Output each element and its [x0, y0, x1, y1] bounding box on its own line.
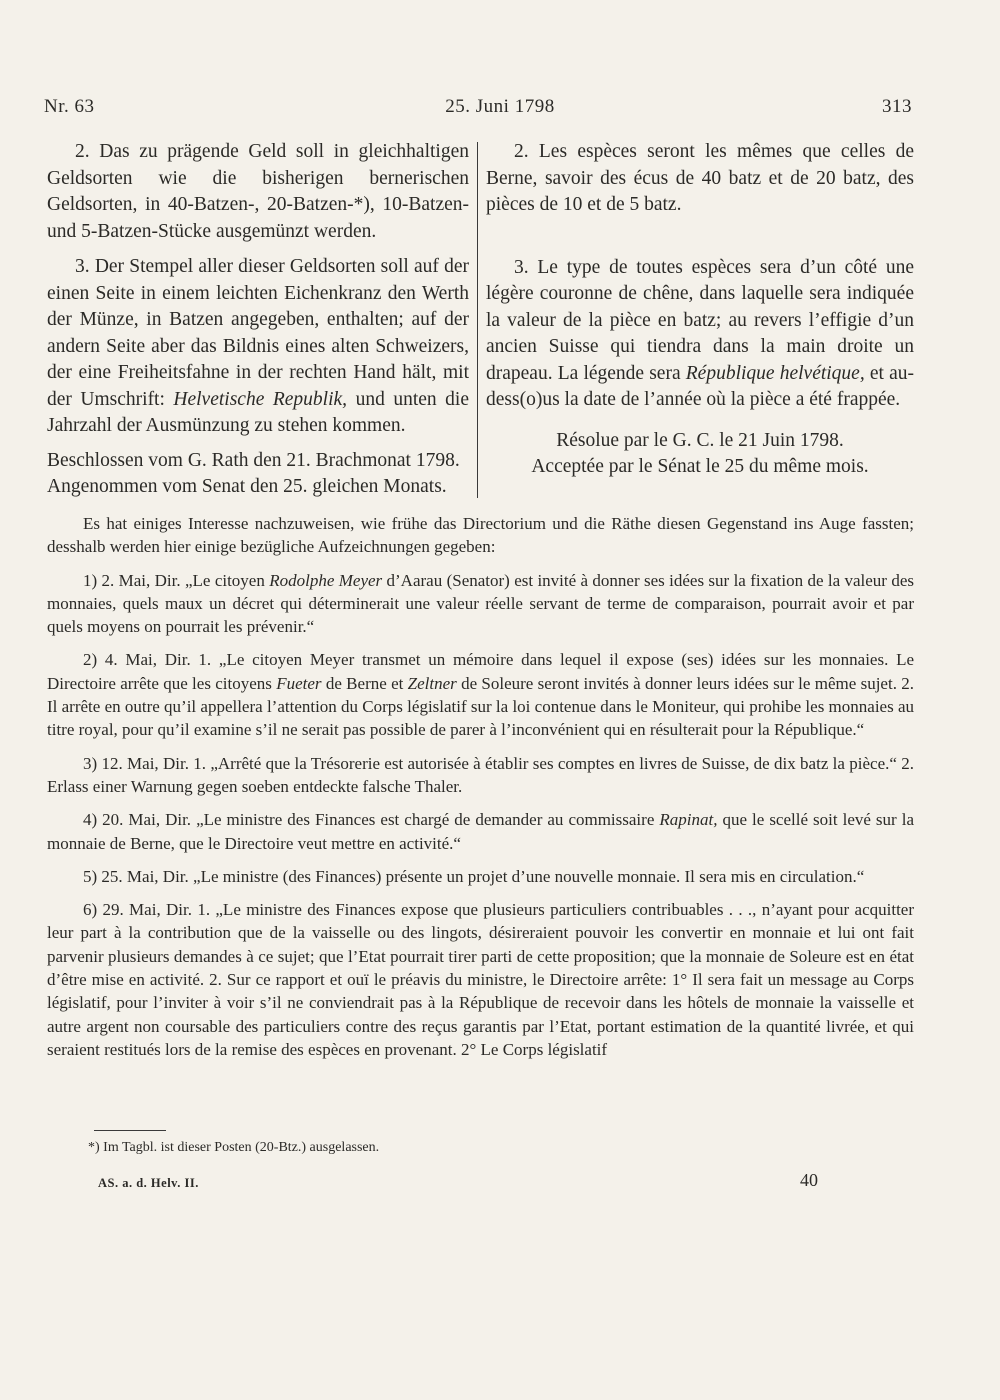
footnote-rule: [94, 1130, 166, 1131]
italic-text: Rodolphe Meyer: [269, 570, 383, 590]
note-2: 2) 4. Mai, Dir. 1. „Le citoyen Meyer transmet un mémoire dans lequel il expose (ses) idées sur les monnaies. Le Directoire arrête que les citoyens Fueter de Berne et Zeltner de Soleure seront invités à donner leurs idées sur le même sujet. 2. Il arrête en outre qu’il appellera l’attention du Corps législatif sur la loi contenue dans le Moniteur, qui prohibe les monnaies au titre royal, pour qu’il examine s’il ne serait pas possible de parer à l’inconvénient qui en résulterait pour la République.“: [47, 650, 915, 740]
footnote: *) Im Tagbl. ist dieser Posten (20-Btz.) ausgelassen.: [88, 1140, 380, 1155]
german-paragraph-3: 3. Der Stempel aller dieser Geldsorten soll auf der einen Seite in einem leichten Eichenkranz den Werth der Münze, in Batzen angegeben, enthalten; auf der andern Seite aber das Bildnis eines alten Schweizers, der eine Freiheitsfahne in der rechten Hand hält, mit der Umschrift: Helvetische Republik, und unten die Jahrzahl der Ausmünzung zu stehen kommen.: [47, 256, 469, 436]
header-date: 25. Juni 1798: [445, 96, 555, 117]
german-column: [47, 139, 469, 501]
french-acceptance-line: Acceptée par le Sénat le 25 du même mois.: [531, 456, 869, 477]
italic-text: République helvétique,: [685, 362, 865, 384]
page-number: 313: [882, 96, 912, 117]
french-paragraph-2: 2. Les espèces seront les mêmes que celles de Berne, savoir des écus de 40 batz et de 20 batz, des pièces de 10 et de 5 batz.: [486, 141, 914, 215]
sheet-number: 40: [800, 1170, 818, 1190]
note-5: 5) 25. Mai, Dir. „Le ministre (des Finances) présente un projet d’une nouvelle monnaie. Il sera mis en circulation.“: [83, 866, 865, 886]
note-6: 6) 29. Mai, Dir. 1. „Le ministre des Finances expose que plusieurs particuliers contribuables . . ., n’ayant pour acquitter leur part à la contribution que de la vaisselle ou des lingots, désireraient pouvoir les convertir en monnaie et lui ont fait parvenir plusieurs demandes à ce sujet; que l’Etat pourrait tirer parti de cette proposition; que la monnaie de Soleure est en état d’être mise en activité. 2. Sur ce rapport et ouï le préavis du ministre, le Directoire arrête: 1° Il sera fait un message au Corps législatif, pour l’inviter à voir s’il ne conviendrait pas à la République de recevoir dans les hôtels de monnaie la vaisselle et autre argent non coursable des particuliers contre des reçus garantis par l’Etat, portant estimation de la quantité livrée, et qui seraient restitués lors de la remise des espèces en provenant. 2° Le Corps législatif: [47, 900, 914, 1059]
signature-line: AS. a. d. Helv. II.: [98, 1176, 199, 1190]
note-1: 1) 2. Mai, Dir. „Le citoyen Rodolphe Meyer d’Aarau (Senator) est invité à donner ses idées sur la fixation de la valeur des monnaies, quels maux un décret qui déterminerait une valeur réelle servant de terme de comparaison, pourrait avoir et par quels moyens on pourrait les prévenir.“: [47, 570, 914, 637]
italic-text: Fueter: [276, 673, 322, 693]
german-paragraph-2: 2. Das zu prägende Geld soll in gleichhaltigen Geldsorten wie die bisherigen bernerischen Geldsorten, in 40-Batzen-, 20-Batzen-*), 10-Batzen- und 5-Batzen-Stücke ausgemünzt werden.: [47, 141, 469, 242]
german-resolution-line: Beschlossen vom G. Rath den 21. Brachmonat 1798.: [47, 449, 460, 471]
italic-text: Rapinat,: [659, 810, 718, 830]
french-resolution-line: Résolue par le G. C. le 21 Juin 1798.: [556, 429, 844, 451]
header-number: Nr. 63: [44, 96, 95, 117]
commentary-body: [47, 512, 914, 1071]
column-divider: [477, 142, 478, 498]
french-paragraph-3: 3. Le type de toutes espèces sera d’un côté une légère couronne de chêne, dans laquelle sera indiquée la valeur de la pièce en batz; au revers l’effigie d’un ancien Suisse qui tiendra dans la main droite un drapeau. La légende sera République helvétique, et au-dess(o)us la date de l’année où la pièce a été frappée.: [486, 256, 914, 410]
german-acceptance-line: Angenommen vom Senat den 25. gleichen Monats.: [47, 476, 447, 497]
note-4: 4) 20. Mai, Dir. „Le ministre des Finances est chargé de demander au commissaire Rapinat, que le scellé soit levé sur la monnaie de Berne, que le Directoire veut mettre en activité.“: [47, 810, 914, 853]
italic-text: Helvetische Republik,: [173, 388, 348, 410]
french-column: [486, 139, 914, 481]
italic-text: Zeltner: [407, 673, 457, 693]
note-3: 3) 12. Mai, Dir. 1. „Arrêté que la Trésorerie est autorisée à établir ses comptes en livres de Suisse, de dix batz la pièce.“ 2. Erlass einer Warnung gegen soeben entdeckte falsche Thaler.: [47, 753, 914, 796]
intro-paragraph: Es hat einiges Interesse nachzuweisen, wie frühe das Directorium und die Räthe diesen Gegenstand ins Auge fassten; desshalb werden hier einige bezügliche Aufzeichnungen gegeben:: [47, 514, 914, 557]
